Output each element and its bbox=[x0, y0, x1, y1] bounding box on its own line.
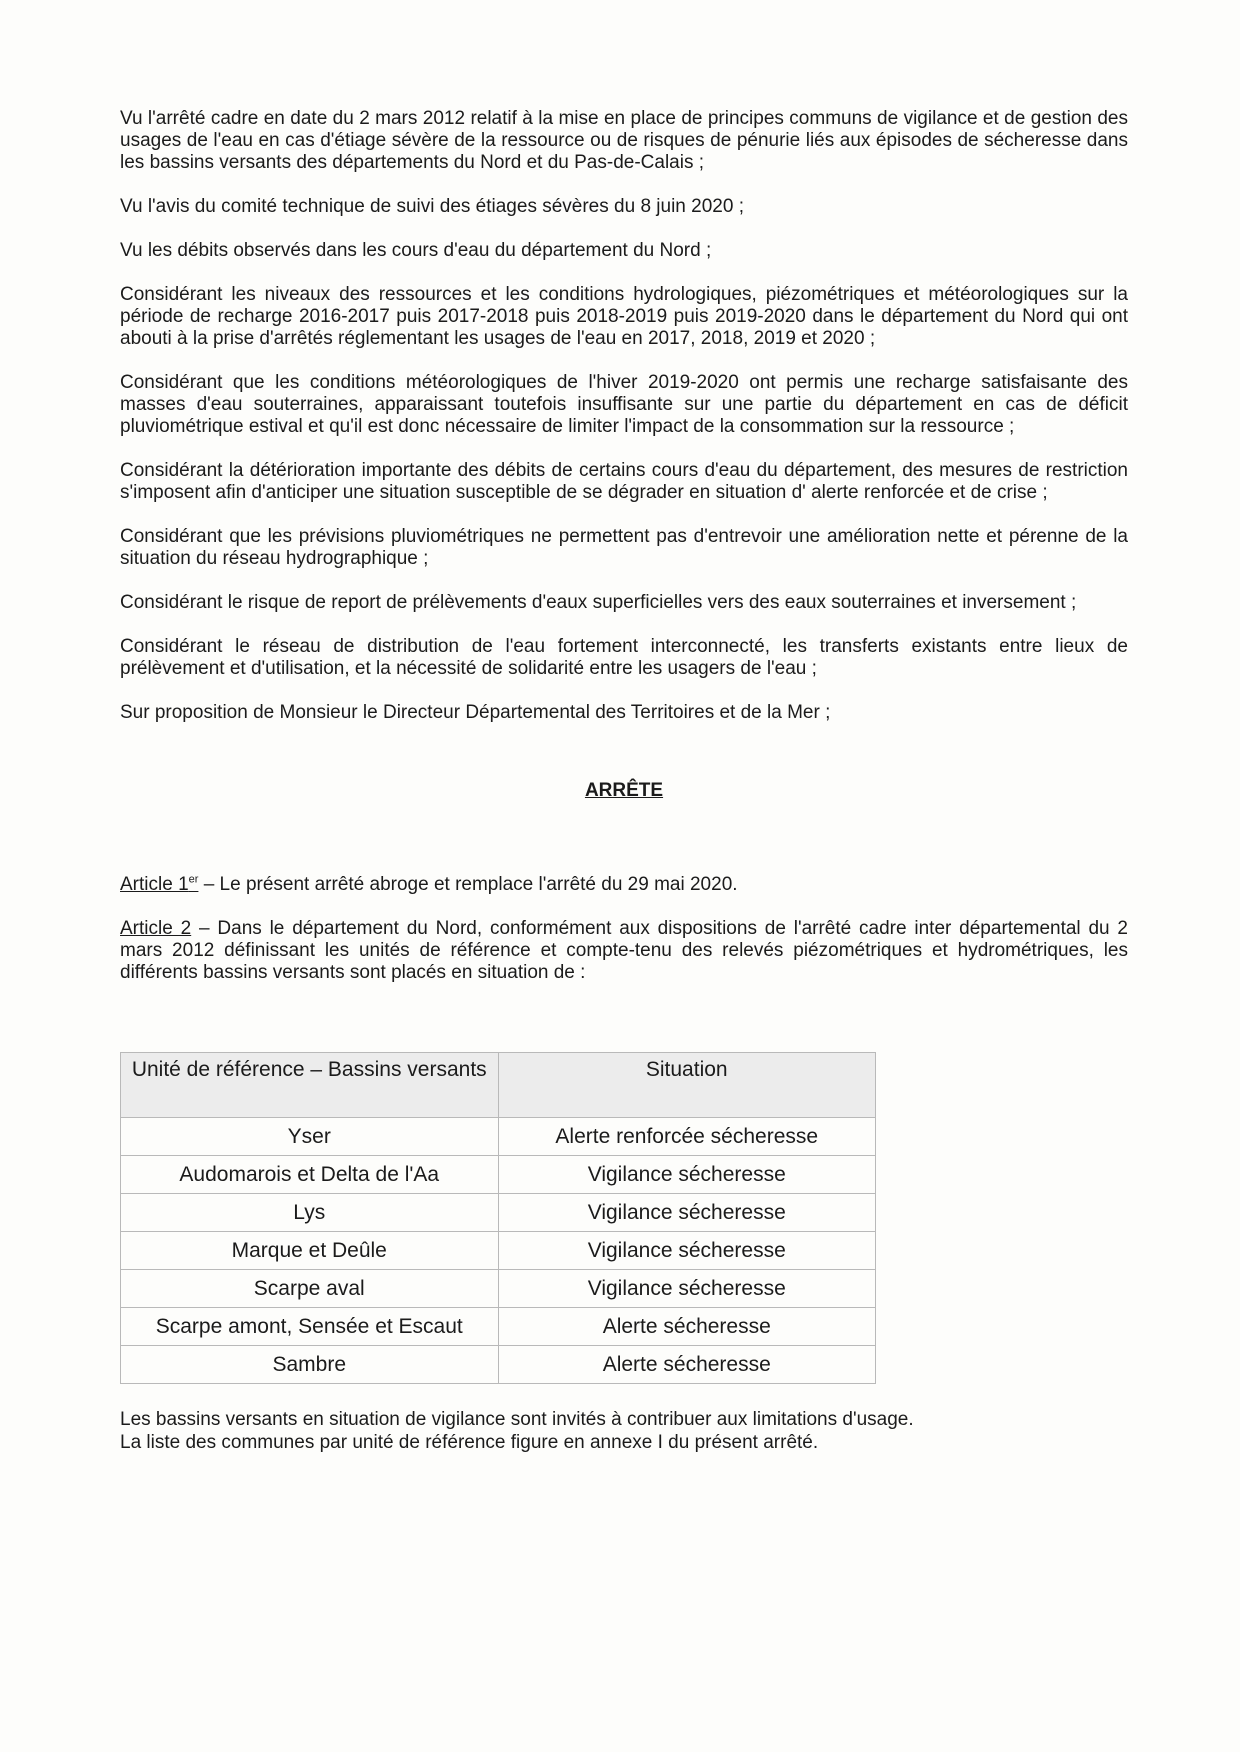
paragraph-debits-observes: Vu les débits observés dans les cours d'eau du département du Nord ; bbox=[120, 240, 712, 261]
table-cell-unite: Marque et Deûle bbox=[121, 1232, 499, 1270]
table-header-unite: Unité de référence – Bassins versants bbox=[121, 1053, 499, 1118]
table-cell-situation: Vigilance sécheresse bbox=[498, 1194, 876, 1232]
table-cell-situation: Vigilance sécheresse bbox=[498, 1270, 876, 1308]
paragraph-avis-comite: Vu l'avis du comité technique de suivi des étiages sévères du 8 juin 2020 ; bbox=[120, 196, 744, 217]
table-cell-unite: Audomarois et Delta de l'Aa bbox=[121, 1156, 499, 1194]
decree-title: ARRÊTE bbox=[584, 780, 664, 801]
table-row bbox=[121, 1308, 876, 1346]
table-cell-situation: Vigilance sécheresse bbox=[498, 1232, 876, 1270]
paragraph-deterioration-debits: Considérant la détérioration importante des débits de certains cours d'eau du département, des mesures de restriction s'imposent afin d'anticiper une situation susceptible de se dégrader en situation d' alerte renforcée et de crise ; bbox=[120, 460, 1128, 503]
paragraph-conditions-hiver: Considérant que les conditions météorologiques de l'hiver 2019-2020 ont permis une recharge satisfaisante des masses d'eau souterraines, apparaissant toutefois insuffisante sur une partie du département en cas de déficit pluviométrique estival et qu'il est donc nécessaire de limiter l'impact de la consommation sur la ressource ; bbox=[120, 372, 1128, 437]
table-cell-unite: Scarpe aval bbox=[121, 1270, 499, 1308]
table-row bbox=[121, 1194, 876, 1232]
article-2-text: – Dans le département du Nord, conformément aux dispositions de l'arrêté cadre inter départemental du 2 mars 2012 définissant les unités de référence et compte-tenu des relevés piézométriques et hydrométriques, les différents bassins versants sont placés en situation de : bbox=[120, 918, 1128, 983]
table-cell-unite: Yser bbox=[121, 1118, 499, 1156]
table-cell-unite: Lys bbox=[121, 1194, 499, 1232]
paragraph-proposition: Sur proposition de Monsieur le Directeur Départemental des Territoires et de la Mer ; bbox=[120, 702, 831, 723]
after-table-notes bbox=[120, 1408, 1128, 1454]
table-row bbox=[121, 1156, 876, 1194]
paragraph-arrete-cadre: Vu l'arrêté cadre en date du 2 mars 2012 relatif à la mise en place de principes communs de vigilance et de gestion des usages de l'eau en cas d'étiage sévère de la ressource ou de risques de pénurie liés aux épisodes de sécheresse dans les bassins versants des départements du Nord et du Pas-de-Calais ; bbox=[120, 108, 1128, 173]
table-cell-unite: Sambre bbox=[121, 1346, 499, 1384]
paragraph-previsions: Considérant que les prévisions pluviométriques ne permettent pas d'entrevoir une amélioration nette et pérenne de la situation du réseau hydrographique ; bbox=[120, 526, 1128, 569]
note-liste-communes: La liste des communes par unité de référence figure en annexe I du présent arrêté. bbox=[120, 1432, 819, 1453]
article-2 bbox=[120, 918, 1128, 984]
table-cell-situation: Alerte sécheresse bbox=[498, 1308, 876, 1346]
table-row bbox=[121, 1118, 876, 1156]
paragraph-niveaux-ressources: Considérant les niveaux des ressources et les conditions hydrologiques, piézométriques et météorologiques sur la période de recharge 2016-2017 puis 2017-2018 puis 2018-2019 puis 2019-2020 dans le département du Nord qui ont abouti à la prise d'arrêtés réglementant les usages de l'eau en 2017, 2018, 2019 et 2020 ; bbox=[120, 284, 1128, 349]
article-2-label: Article 2 bbox=[120, 918, 192, 939]
article-1 bbox=[120, 874, 1128, 896]
table-cell-situation: Vigilance sécheresse bbox=[498, 1156, 876, 1194]
table-cell-situation: Alerte renforcée sécheresse bbox=[498, 1118, 876, 1156]
table-row bbox=[121, 1232, 876, 1270]
situation-table bbox=[120, 1052, 876, 1384]
article-1-label: Article 1er bbox=[120, 873, 199, 895]
table-row bbox=[121, 1346, 876, 1384]
paragraph-risque-report: Considérant le risque de report de prélèvements d'eaux superficielles vers des eaux souterraines et inversement ; bbox=[120, 592, 1077, 613]
table-cell-situation: Alerte sécheresse bbox=[498, 1346, 876, 1384]
note-vigilance: Les bassins versants en situation de vigilance sont invités à contribuer aux limitations d'usage. bbox=[120, 1409, 914, 1430]
table-row bbox=[121, 1270, 876, 1308]
paragraph-reseau-distribution: Considérant le réseau de distribution de l'eau fortement interconnecté, les transferts existants entre lieux de prélèvement et d'utilisation, et la nécessité de solidarité entre les usagers de l'eau ; bbox=[120, 636, 1128, 679]
article-1-text: – Le présent arrêté abroge et remplace l'arrêté du 29 mai 2020. bbox=[198, 874, 738, 895]
table-header-situation: Situation bbox=[498, 1053, 876, 1118]
table-header-row bbox=[121, 1053, 876, 1118]
table-cell-unite: Scarpe amont, Sensée et Escaut bbox=[121, 1308, 499, 1346]
